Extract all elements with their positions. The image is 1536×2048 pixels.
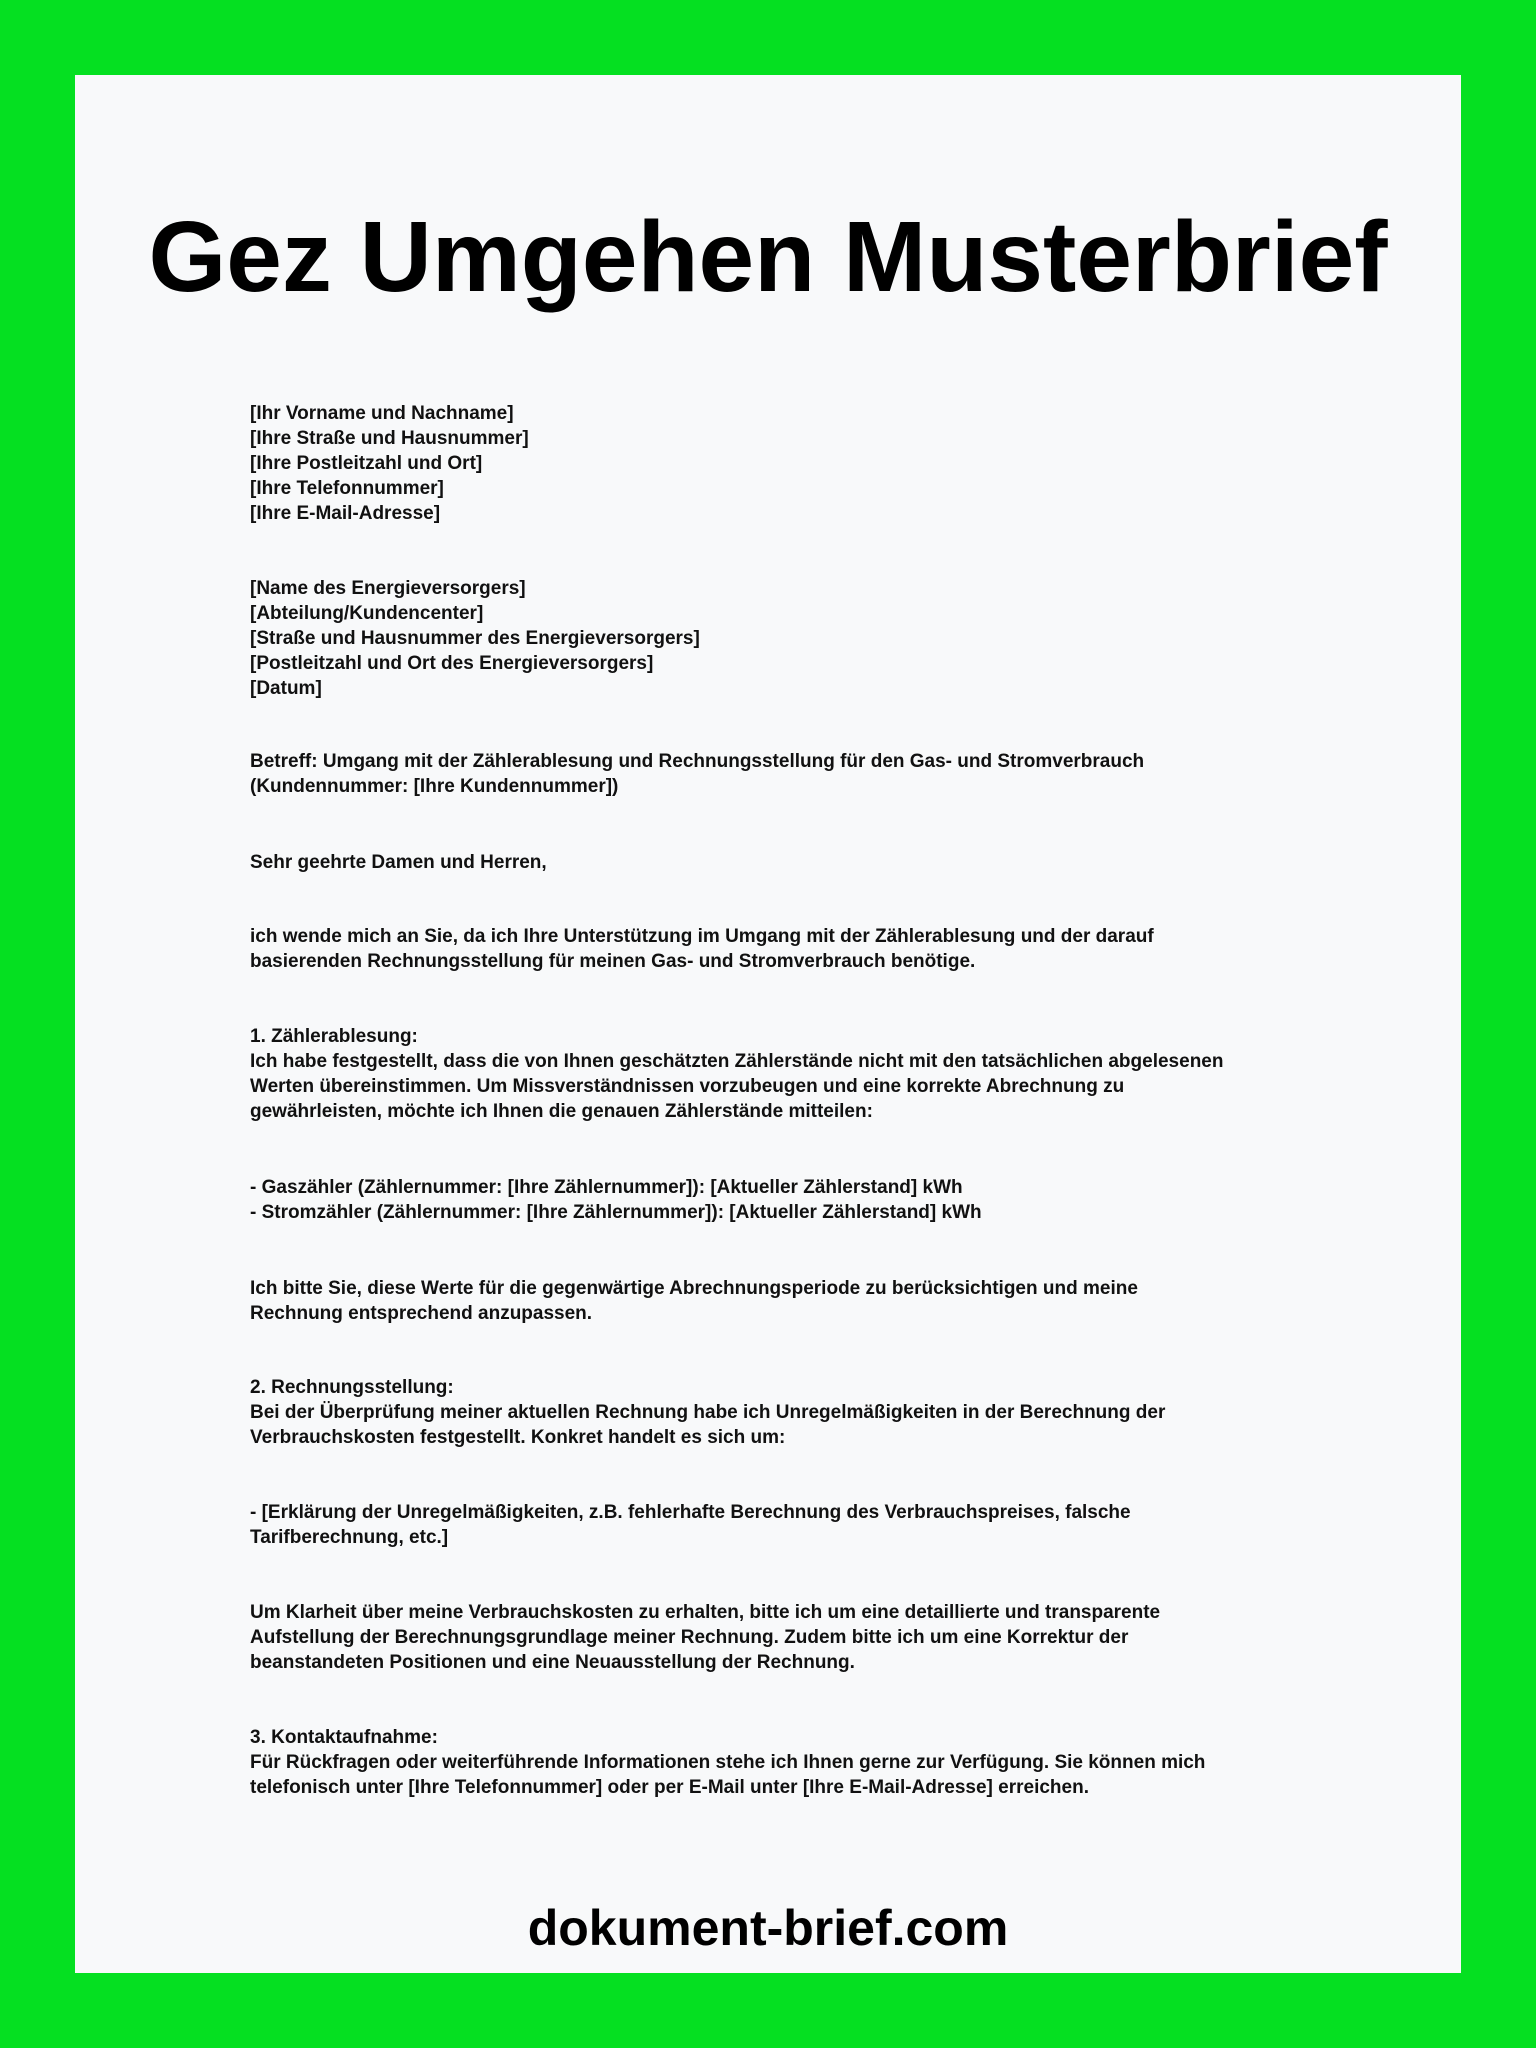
irregularities-list	[250, 1500, 1310, 1550]
request-paragraph-1	[250, 1276, 1310, 1326]
text-line: (Kundennummer: [Ihre Kundennummer])	[250, 776, 619, 797]
section-billing	[250, 1375, 1310, 1450]
text-line: gewährleisten, möchte ich Ihnen die genauen Zählerstände mitteilen:	[250, 1101, 873, 1122]
text-line: Verbrauchskosten festgestellt. Konkret handelt es sich um:	[250, 1427, 786, 1448]
subject-line	[250, 749, 1310, 799]
text-line: Bei der Überprüfung meiner aktuellen Rechnung habe ich Unregelmäßigkeiten in der Berechnung der	[250, 1402, 1166, 1423]
text-line: [Ihre Telefonnummer]	[250, 478, 444, 499]
text-line: telefonisch unter [Ihre Telefonnummer] oder per E-Mail unter [Ihre E-Mail-Adresse] erreichen.	[250, 1777, 1089, 1798]
text-line: [Ihre Straße und Hausnummer]	[250, 428, 529, 449]
text-line: [Ihre E-Mail-Adresse]	[250, 503, 441, 524]
recipient-address	[250, 576, 1310, 701]
text-line: 2. Rechnungsstellung:	[250, 1377, 454, 1398]
text-line: beanstandeten Positionen und eine Neuausstellung der Rechnung.	[250, 1652, 855, 1673]
footer-website: dokument-brief.com	[527, 1900, 1009, 1956]
intro-paragraph	[250, 924, 1310, 974]
section-meter-reading	[250, 1024, 1310, 1124]
text-line: Rechnung entsprechend anzupassen.	[250, 1303, 593, 1324]
text-line: [Ihre Postleitzahl und Ort]	[250, 453, 483, 474]
text-line: [Datum]	[250, 678, 322, 699]
text-line: Betreff: Umgang mit der Zählerablesung und Rechnungsstellung für den Gas- und Stromverbrauch	[250, 751, 1145, 772]
text-line: Ich bitte Sie, diese Werte für die gegenwärtige Abrechnungsperiode zu berücksichtigen und meine	[250, 1278, 1138, 1299]
text-line: Um Klarheit über meine Verbrauchskosten zu erhalten, bitte ich um eine detaillierte und transparente	[250, 1602, 1161, 1623]
text-line: basierenden Rechnungsstellung für meinen Gas- und Stromverbrauch benötige.	[250, 951, 976, 972]
text-line: Werten übereinstimmen. Um Missverständnissen vorzubeugen und eine korrekte Abrechnung zu	[250, 1076, 1125, 1097]
salutation	[250, 850, 1310, 875]
meter-list	[250, 1175, 1310, 1225]
text-line: Für Rückfragen oder weiterführende Informationen stehe ich Ihnen gerne zur Verfügung. Sie können mich	[250, 1752, 1206, 1773]
text-line: 3. Kontaktaufnahme:	[250, 1727, 438, 1748]
text-line: [Ihr Vorname und Nachname]	[250, 403, 514, 424]
page-title: Gez Umgehen Musterbrief	[148, 201, 1388, 313]
text-line: Aufstellung der Berechnungsgrundlage meiner Rechnung. Zudem bitte ich um eine Korrektur der	[250, 1627, 1129, 1648]
text-line: [Postleitzahl und Ort des Energieversorgers]	[250, 653, 654, 674]
text-line: [Abteilung/Kundencenter]	[250, 603, 484, 624]
request-paragraph-2	[250, 1600, 1310, 1675]
text-line: Sehr geehrte Damen und Herren,	[250, 852, 547, 873]
text-line: 1. Zählerablesung:	[250, 1026, 418, 1047]
text-line: - Stromzähler (Zählernummer: [Ihre Zählernummer]): [Aktueller Zählerstand] kWh	[250, 1202, 982, 1223]
sender-address	[250, 401, 1310, 526]
section-contact	[250, 1725, 1310, 1800]
text-line: - [Erklärung der Unregelmäßigkeiten, z.B. fehlerhafte Berechnung des Verbrauchspreises, falsche	[250, 1502, 1131, 1523]
text-line: - Gaszähler (Zählernummer: [Ihre Zählernummer]): [Aktueller Zählerstand] kWh	[250, 1177, 963, 1198]
text-line: Tarifberechnung, etc.]	[250, 1527, 449, 1548]
text-line: [Name des Energieversorgers]	[250, 578, 526, 599]
text-line: ich wende mich an Sie, da ich Ihre Unterstützung im Umgang mit der Zählerablesung und der darauf	[250, 926, 1154, 947]
text-line: Ich habe festgestellt, dass die von Ihnen geschätzten Zählerstände nicht mit den tatsächlichen abgelesenen	[250, 1051, 1224, 1072]
text-line: [Straße und Hausnummer des Energieversorgers]	[250, 628, 700, 649]
